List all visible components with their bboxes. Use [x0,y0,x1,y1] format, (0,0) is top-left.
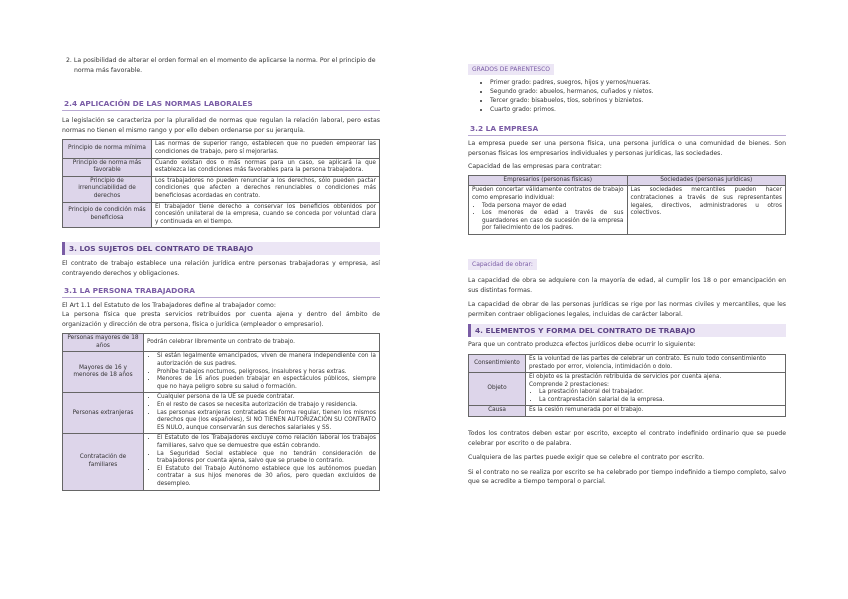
sociedades-header: Sociedades (personas jurídicas) [627,175,786,186]
list-item: • Los menores de edad a través de sus guardadores en caso de sucesión de la empresa por fallecimiento de los padres. [482,210,624,233]
principio-name: Principio de condición más beneficiosa [63,202,152,228]
right-page [424,0,848,599]
persona-items [144,352,380,393]
objeto-label: Objeto [469,373,526,406]
table-row [63,334,380,352]
final-p3: Si el contrato no se realiza por escrito se ha celebrado por tiempo indefinido a tiempo completo, salvo que se acredite a tiempo temporal o parcial. [468,468,786,486]
capacidad-p1: La capacidad de obra se adquiere con la mayoría de edad, al cumplir los 18 o por emancipación en sus distintas formas. [468,276,786,294]
causa-label: Causa [469,406,526,417]
section-2-4-title: 2.4 APLICACIÓN DE LAS NORMAS LABORALES [62,97,380,111]
objeto-line2: Comprende 2 prestaciones: [529,381,609,388]
list-item: • El Estatuto de los Trabajadores excluye como relación laboral los trabajos familiares, salvo que se demuestre que están cobrando. [157,435,376,450]
final-p2: Cualquiera de las partes puede exigir que se celebre el contrato por escrito. [468,454,705,462]
list-item: • Las personas extranjeras contratadas de forma regular, tienen los mismos derechos que (los españoles), SI NO TIENEN AUTORIZACIÓN SU CONTRATO ES NULO, aunque conservarán sus derechos salariales y SS. [157,410,376,433]
persona-items [144,434,380,490]
persona-items [144,393,380,434]
table-row [63,176,380,202]
table-row [469,373,786,406]
table-row [469,354,786,372]
section-3-2-text: La empresa puede ser una persona física, una persona jurídica o una comunidad de bienes. Son personas físicas los empresarios individuales y personas jurídicas, las sociedades. [468,140,786,157]
principios-table [62,139,380,228]
principio-name: Principio de norma más favorable [63,158,152,176]
final-p1: Todos los contratos deben estar por escrito, excepto el contrato indefinido ordinario que se puede celebrar por escrito o de palabra. [468,430,786,447]
list-item: • Tercer grado: bisabuelos, tíos, sobrinos y biznietos. [490,96,786,105]
section-3-2-title: 3.2 LA EMPRESA [468,122,786,136]
list-item: • La contraprestación salarial de la empresa. [539,397,782,405]
consentimiento-text: Es la voluntad de las partes de celebrar un contrato. Es nulo todo consentimiento prestado por error, violencia, intimidación o dolo. [526,354,786,372]
sociedades-cell: Las sociedades mercantiles pueden hacer contrataciones a través de sus representantes legales, directivos, administradores u otros colectivos. [627,186,786,235]
empresarios-intro: Pueden concertar válidamente contratos de trabajo como empresario individual: [472,187,624,201]
section-4-intro: Para que un contrato produzca efectos jurídicos debe ocurrir lo siguiente: [468,341,696,349]
list-item: • La Seguridad Social establece que no tendrán consideración de trabajadores por cuenta ajena, salvo que se pruebe lo contrario. [157,451,376,466]
principio-name: Principio de irrenunciabilidad de derechos [63,176,152,202]
persona-name: Personas extranjeras [63,393,144,434]
principio-desc: Las normas de superior rango, establecen que no pueden empeorar las condiciones de trabajo, pero sí mejorarlas. [152,140,380,158]
section-3-title: 3. LOS SUJETOS DEL CONTRATO DE TRABAJO [62,242,380,255]
list-item: • Prohíbe trabajos nocturnos, peligrosos, insalubres y horas extras. [157,369,376,377]
principio-desc: Los trabajadores no pueden renunciar a los derechos, sólo pueden pactar condiciones que afecten a derechos renunciables o condiciones más beneficiosas acordadas en contrato. [152,176,380,202]
section-2-4-text: La legislación se caracteriza por la pluralidad de normas que regulan la relación laboral, pero estas normas no tienen el mismo rango y por ello deben ordenarse por su jerarquía. [62,117,380,134]
principio-name: Principio de norma mínima [63,140,152,158]
persona-name: Contratación de familiares [63,434,144,490]
table-row [63,158,380,176]
section-3-1-p2: La persona física que presta servicios retribuidos por cuenta ajena y dentro del ámbito de organización y dirección de otra persona, física o jurídica (empleador o empresario). [62,311,380,328]
capacidad-p2: La capacidad de obrar de las personas jurídicas se rige por las normas civiles y mercantiles, que les permiten contraer obligaciones legales, incluidas de carácter laboral. [468,301,786,318]
empresas-table [468,175,786,235]
table-header-row [469,175,786,186]
principio-desc: El trabajador tiene derecho a conservar los beneficios obtenidos por concesión unilateral de la empresa, cuando se conceda por voluntad clara y continuada en el tiempo. [152,202,380,228]
section-3-text: El contrato de trabajo establece una relación jurídica entre personas trabajadoras y empresa, así contrayendo derechos y obligaciones. [62,260,380,277]
grados-list [468,78,786,114]
causa-text: Es la cesión remunerada por el trabajo. [526,406,786,417]
table-row [63,202,380,228]
list-item: • Toda persona mayor de edad [482,203,624,211]
list-item: • Menores de 16 años pueden trabajar en espectáculos públicos, siempre que no haya peligro sobre su salud o formación. [157,376,376,391]
table-row [63,393,380,434]
list-item: • Cuarto grado: primos. [490,105,786,114]
elementos-table [468,354,786,417]
section-3-1-p1: El Art 1.1 del Estatuto de los Trabajadores define al trabajador como: [62,301,276,309]
section-3-1-title: 3.1 LA PERSONA TRABAJADORA [62,284,380,298]
list-item: • La prestación laboral del trabajador. [539,389,782,397]
empresarios-cell [469,186,628,235]
section-4-title: 4. ELEMENTOS Y FORMA DEL CONTRATO DE TRABAJO [468,324,786,337]
list-item: • El Estatuto del Trabajo Autónomo establece que los autónomos puedan contratar a sus hijos menores de 30 años, pero quedan excluidos de desempleo. [157,466,376,489]
table-row [63,140,380,158]
section-3-2-caption: Capacidad de las empresas para contratar: [468,163,602,171]
table-row [469,406,786,417]
personas-table [62,333,380,490]
table-row [63,434,380,490]
consentimiento-label: Consentimiento [469,354,526,372]
persona-name: Mayores de 16 y menores de 18 años [63,352,144,393]
list-item: • Segundo grado: abuelos, hermanos, cuñados y nietos. [490,87,786,96]
table-row [63,352,380,393]
table-row [469,186,786,235]
objeto-cell [526,373,786,406]
principio-desc: Cuando existan dos o más normas para un caso, se aplicará la que establezca las condiciones más favorables para la persona trabajadora. [152,158,380,176]
capacidad-obrar-label: Capacidad de obrar: [468,259,537,270]
persona-text: Podrán celebrar libremente un contrato de trabajo. [144,334,380,352]
objeto-line1: El objeto es la prestación retribuida de servicios por cuenta ajena. [529,374,722,381]
list-item: • Si están legalmente emancipados, viven de manera independiente con la autorización de sus padres. [157,353,376,368]
persona-name: Personas mayores de 18 años [63,334,144,352]
empresarios-header: Empresarios (personas físicas) [469,175,628,186]
grados-title: GRADOS DE PARENTESCO [468,64,554,75]
list-item: • En el resto de casos se necesita autorización de trabajo y residencia. [157,402,376,410]
list-item: • Cualquier persona de la UE se puede contratar. [157,394,376,402]
list-item: • Primer grado: padres, suegros, hijos y yernos/nueras. [490,78,786,87]
intro-text: 2. La posibilidad de alterar el orden formal en el momento de aplicarse la norma. Por el principio de norma más favorable. [66,57,376,74]
